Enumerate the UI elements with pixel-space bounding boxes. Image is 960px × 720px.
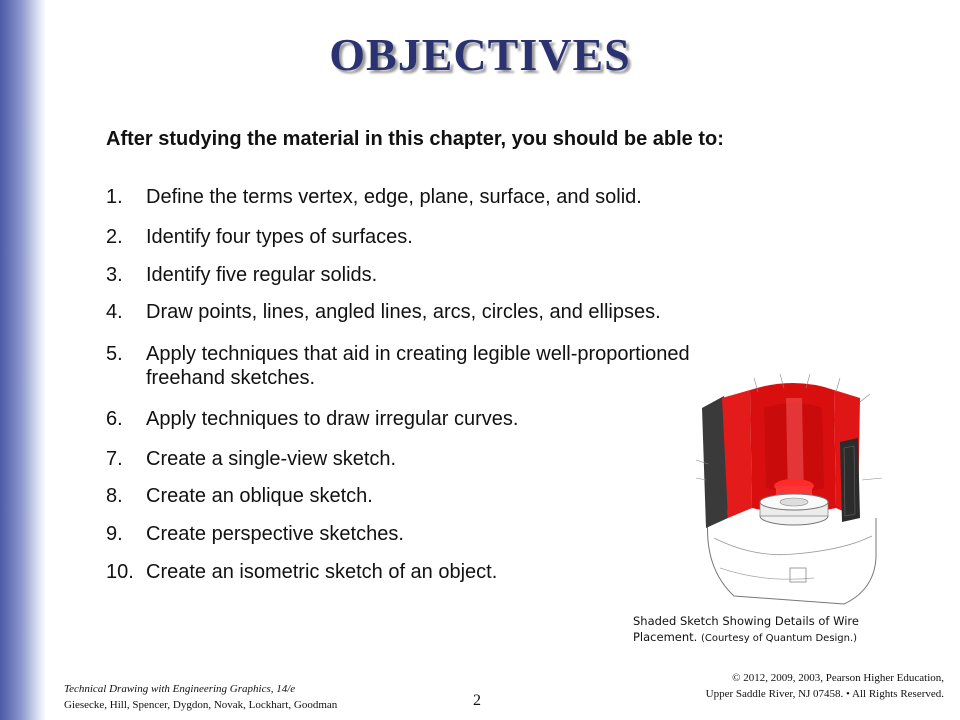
objective-text: Define the terms vertex, edge, plane, surface, and solid. (146, 186, 642, 208)
objective-number: 10. (106, 561, 134, 583)
objective-text: Create an oblique sketch. (146, 485, 373, 507)
copyright-line-2: Upper Saddle River, NJ 07458. • All Rights Reserved. (705, 688, 944, 700)
footer-book-title: Technical Drawing with Engineering Graphics, 14/e (64, 683, 296, 695)
side-gradient-bar (0, 0, 46, 720)
caption-line-2: Placement. (633, 630, 698, 644)
objective-text: Apply techniques that aid in creating legible well-proportioned (146, 343, 690, 365)
objective-text: Identify four types of surfaces. (146, 226, 413, 248)
objective-text: Create an isometric sketch of an object. (146, 561, 498, 583)
objective-number: 6. (106, 408, 123, 430)
footer-authors: Giesecke, Hill, Spencer, Dygdon, Novak, Lockhart, Goodman (64, 699, 338, 711)
objective-text: Identify five regular solids. (146, 264, 378, 286)
footer-citation (64, 681, 337, 713)
objective-item (106, 225, 826, 249)
objective-number: 8. (106, 485, 123, 507)
intro-text: After studying the material in this chapter, you should be able to: (106, 128, 724, 150)
objective-number: 5. (106, 343, 123, 365)
objective-item (106, 185, 826, 209)
copyright-line-1: © 2012, 2009, 2003, Pearson Higher Education, (732, 672, 944, 684)
objective-text: Create perspective sketches. (146, 523, 404, 545)
objective-number: 9. (106, 523, 123, 545)
caption-line-1: Shaded Sketch Showing Details of Wire (633, 614, 859, 628)
objective-item (106, 300, 826, 324)
page-number: 2 (473, 692, 481, 709)
caption-credit: (Courtesy of Quantum Design.) (700, 633, 858, 644)
objective-item (106, 263, 826, 287)
objective-text: Draw points, lines, angled lines, arcs, circles, and ellipses. (146, 301, 661, 323)
objective-number: 2. (106, 226, 123, 248)
footer-copyright (706, 670, 944, 702)
objective-number: 1. (106, 186, 123, 208)
slide-title: OBJECTIVES (329, 29, 631, 80)
objective-number: 3. (106, 264, 123, 286)
objective-text: Apply techniques to draw irregular curves. (146, 408, 519, 430)
image-caption (633, 613, 933, 647)
shaded-sketch-image (694, 368, 890, 608)
objective-text: Create a single-view sketch. (146, 448, 397, 470)
objective-number: 7. (106, 448, 123, 470)
objective-number: 4. (106, 301, 123, 323)
objective-text-continued: freehand sketches. (146, 367, 315, 389)
